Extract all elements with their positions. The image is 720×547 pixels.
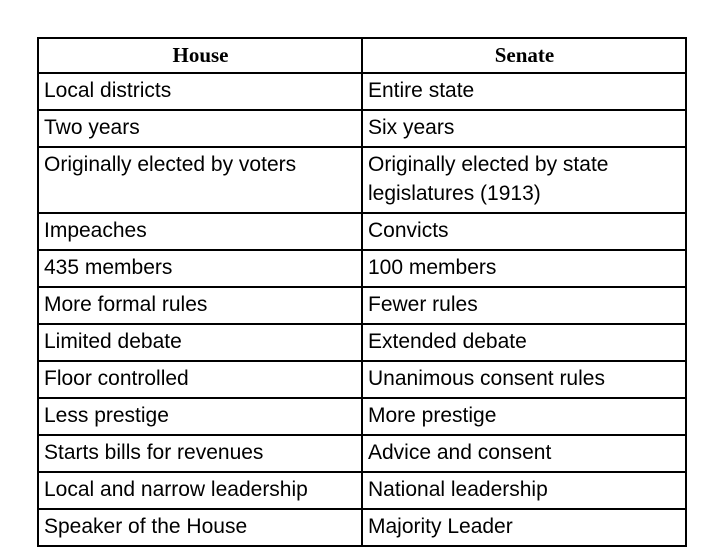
house-cell: Speaker of the House [38, 509, 362, 546]
house-cell: Two years [38, 110, 362, 147]
senate-cell: Unanimous consent rules [362, 361, 686, 398]
table-row [38, 73, 686, 110]
table-row [38, 435, 686, 472]
header-house: House [38, 38, 362, 73]
house-cell: More formal rules [38, 287, 362, 324]
table-row [38, 147, 686, 213]
senate-cell: Convicts [362, 213, 686, 250]
table-row [38, 287, 686, 324]
table-row [38, 324, 686, 361]
table-row [38, 361, 686, 398]
house-senate-comparison-table [37, 37, 687, 547]
house-cell: Starts bills for revenues [38, 435, 362, 472]
senate-cell: Majority Leader [362, 509, 686, 546]
table-row [38, 509, 686, 546]
house-cell: Limited debate [38, 324, 362, 361]
table-row [38, 213, 686, 250]
house-cell: Impeaches [38, 213, 362, 250]
senate-cell: Advice and consent [362, 435, 686, 472]
house-cell: Local and narrow leadership [38, 472, 362, 509]
table-row [38, 472, 686, 509]
table-row [38, 250, 686, 287]
house-cell: Local districts [38, 73, 362, 110]
header-row [38, 38, 686, 73]
house-cell: Less prestige [38, 398, 362, 435]
senate-cell: Entire state [362, 73, 686, 110]
senate-cell: National leadership [362, 472, 686, 509]
table-row [38, 398, 686, 435]
header-senate: Senate [362, 38, 686, 73]
senate-cell: 100 members [362, 250, 686, 287]
senate-cell: More prestige [362, 398, 686, 435]
table-row [38, 110, 686, 147]
house-cell: Floor controlled [38, 361, 362, 398]
house-cell: Originally elected by voters [38, 147, 362, 213]
senate-cell: Six years [362, 110, 686, 147]
senate-cell: Extended debate [362, 324, 686, 361]
senate-cell: Originally elected by state legislatures (1913) [362, 147, 686, 213]
house-cell: 435 members [38, 250, 362, 287]
senate-cell: Fewer rules [362, 287, 686, 324]
